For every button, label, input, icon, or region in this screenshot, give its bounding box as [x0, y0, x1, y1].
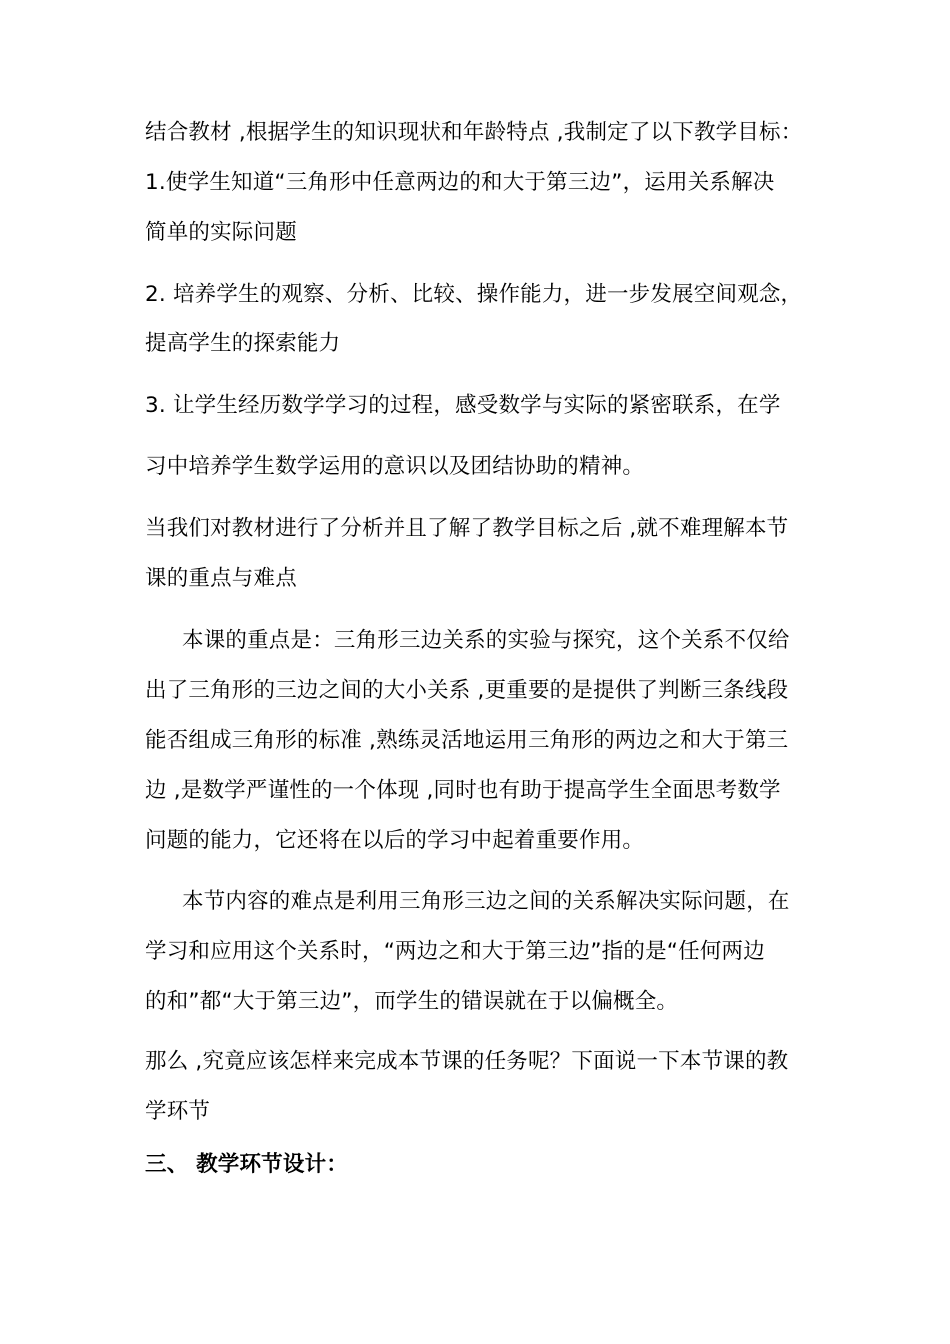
difficulty-line: 本节内容的难点是利用三角形三边之间的关系解决实际问题，在	[182, 889, 790, 914]
key-point-line: 能否组成三角形的标准 ,熟练灵活地运用三角形的两边之和大于第三	[145, 728, 789, 753]
key-point-line: 出了三角形的三边之间的大小关系 ,更重要的是提供了判断三条线段	[145, 678, 789, 703]
difficulty-line: 学习和应用这个关系时，“两边之和大于第三边”指的是“任何两边	[145, 939, 765, 964]
objective-1-line: 简单的实际问题	[145, 220, 297, 245]
objective-2-line: 2. 培养学生的观察、分析、比较、操作能力，进一步发展空间观念，	[145, 282, 803, 307]
paragraph-transition-line: 课的重点与难点	[145, 566, 297, 591]
objective-1-line: 1.使学生知道“三角形中任意两边的和大于第三边”，运用关系解决	[145, 170, 775, 195]
key-point-line: 问题的能力，它还将在以后的学习中起着重要作用。	[145, 828, 645, 853]
objective-3-line: 3. 让学生经历数学学习的过程，感受数学与实际的紧密联系，在学	[145, 393, 781, 418]
paragraph-transition-line: 当我们对教材进行了分析并且了解了教学目标之后 ,就不难理解本节	[145, 516, 789, 541]
key-point-line: 边 ,是数学严谨性的一个体现 ,同时也有助于提高学生全面思考数学	[145, 778, 781, 803]
paragraph-intro-line: 结合教材 ,根据学生的知识现状和年龄特点 ,我制定了以下教学目标：	[145, 120, 803, 145]
objective-3-line: 习中培养学生数学运用的意识以及团结协助的精神。	[145, 454, 645, 479]
objective-2-line: 提高学生的探索能力	[145, 331, 341, 356]
section-heading: 三、 教学环节设计：	[145, 1152, 348, 1177]
difficulty-line: 的和”都“大于第三边”，而学生的错误就在于以偏概全。	[145, 989, 679, 1014]
paragraph-closing-line: 那么 ,究竟应该怎样来完成本节课的任务呢？下面说一下本节课的教	[145, 1049, 789, 1074]
key-point-line: 本课的重点是：三角形三边关系的实验与探究，这个关系不仅给	[182, 628, 790, 653]
paragraph-closing-line: 学环节	[145, 1099, 211, 1124]
